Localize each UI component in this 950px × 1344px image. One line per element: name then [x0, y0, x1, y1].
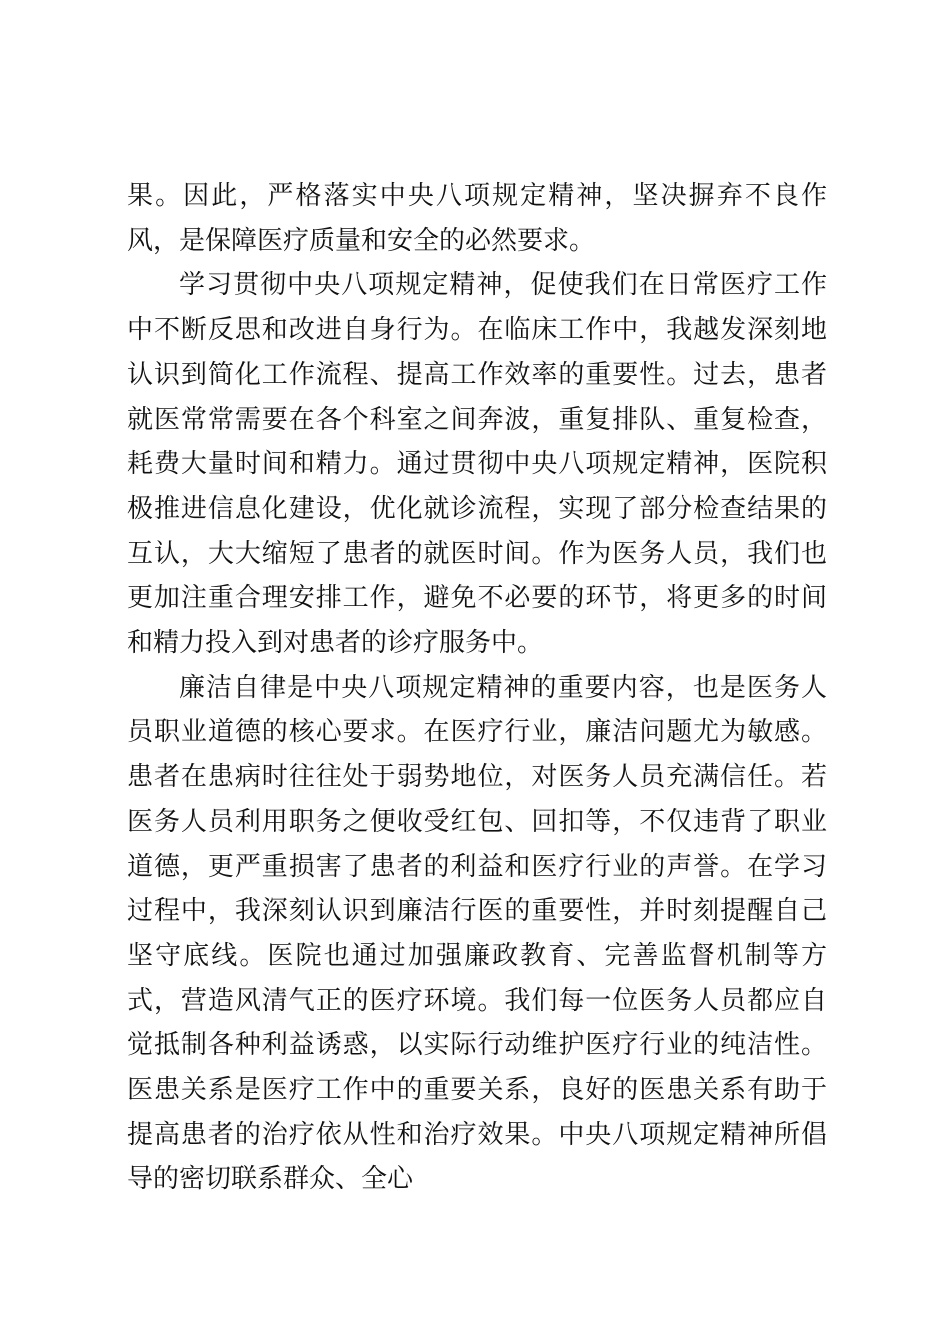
body-text: [127, 174, 827, 1202]
paragraph-integrity: 廉洁自律是中央八项规定精神的重要内容，也是医务人员职业道德的核心要求。在医疗行业，廉洁问题尤为敏感。患者在患病时往往处于弱势地位，对医务人员充满信任。若医务人员利用职务之便收受红包、回扣等，不仅违背了职业道德，更严重损害了患者的利益和医疗行业的声誉。在学习过程中，我深刻认识到廉洁行医的重要性，并时刻提醒自己坚守底线。医院也通过加强廉政教育、完善监督机制等方式，营造风清气正的医疗环境。我们每一位医务人员都应自觉抵制各种利益诱惑，以实际行动维护医疗行业的纯洁性。医患关系是医疗工作中的重要关系，良好的医患关系有助于提高患者的治疗依从性和治疗效果。中央八项规定精神所倡导的密切联系群众、全心: [127, 672, 827, 1195]
paragraph-continuation: 果。因此，严格落实中央八项规定精神，坚决摒弃不良作风，是保障医疗质量和安全的必然要求。: [127, 181, 827, 256]
paragraph-workflow: 学习贯彻中央八项规定精神，促使我们在日常医疗工作中不断反思和改进自身行为。在临床工作中，我越发深刻地认识到简化工作流程、提高工作效率的重要性。过去，患者就医常常需要在各个科室之间奔波，重复排队、重复检查，耗费大量时间和精力。通过贯彻中央八项规定精神，医院积极推进信息化建设，优化就诊流程，实现了部分检查结果的互认，大大缩短了患者的就医时间。作为医务人员，我们也更加注重合理安排工作，避免不必要的环节，将更多的时间和精力投入到对患者的诊疗服务中。: [127, 270, 827, 659]
